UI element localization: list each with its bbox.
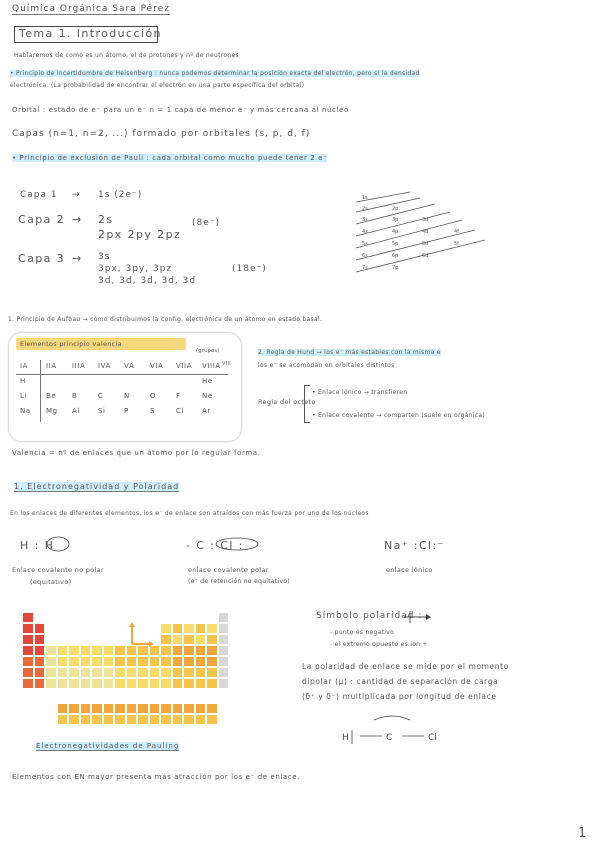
shell-3-count: (18e⁻): [232, 264, 267, 274]
periodic-cell: [34, 634, 46, 645]
periodic-cell-fblock: [137, 714, 149, 725]
valence-cell: N: [124, 392, 130, 400]
periodic-cell: [22, 612, 34, 623]
periodic-cell: [137, 667, 149, 678]
polarity-symbol: [400, 606, 434, 628]
periodic-cell-fblock: [149, 714, 161, 725]
shell-1-orbitals: 1s (2e⁻): [98, 190, 143, 200]
octet-label: Regla del octeto: [258, 398, 316, 406]
periodic-cell: [22, 634, 34, 645]
periodic-cell: [172, 656, 184, 667]
octet-item-2: • Enlace covalente → comparten (suele en orgánica): [312, 412, 485, 419]
en-caption: [36, 742, 179, 751]
shell-1-name: Capa 1: [20, 190, 58, 200]
periodic-cell-fblock: [195, 714, 207, 725]
orbital-line: Orbital : estado de e⁻ para un e⁻ n = 1 capa de menor e⁻ y más cercana al núcleo: [12, 106, 349, 114]
periodic-cell-fblock: [183, 703, 195, 714]
periodic-cell: [218, 634, 230, 645]
periodic-cell: [172, 645, 184, 656]
valence-cell: He: [202, 377, 213, 385]
dipole-line2: dipolar (μ) : cantidad de separación de carga: [302, 677, 499, 686]
shell-2-orbitals: 2s: [98, 213, 114, 226]
valence-group-note: (grupos): [196, 348, 220, 354]
shell-3-extra: 3px, 3py, 3pz: [98, 264, 173, 274]
hund-text-1: 2. Regla de Hund → los e⁻ más estables con la misma e: [258, 349, 441, 356]
periodic-cell: [68, 667, 80, 678]
periodic-cell-fblock: [103, 703, 115, 714]
aufbau-label-3p: 3p: [392, 217, 399, 223]
valence-cell: Na: [20, 407, 31, 415]
aufbau-label-2s: 2s: [362, 206, 368, 212]
pauli-text: • Principio de exclusión de Pauli : cada orbital como mucho puede tener 2 e⁻: [12, 154, 328, 162]
aufbau-label-4s: 4s: [362, 229, 368, 235]
periodic-cell: [103, 678, 115, 689]
aufbau-diagram: [350, 190, 490, 280]
periodic-cell: [137, 678, 149, 689]
topic-title: Tema 1. Introducción: [19, 27, 162, 40]
svg-text:Cl: Cl: [428, 733, 437, 743]
periodic-cell-fblock: [57, 703, 69, 714]
periodic-cell: [114, 678, 126, 689]
aufbau-label-7p: 7p: [392, 265, 399, 271]
svg-text:C: C: [386, 733, 393, 743]
valence-cell: S: [150, 407, 156, 415]
aufbau-label-5p: 5p: [392, 241, 399, 247]
periodic-cell: [160, 678, 172, 689]
periodic-cell: [57, 678, 69, 689]
svg-text:H: H: [342, 733, 349, 743]
bond-1-label: Enlace covalente no polar: [12, 566, 104, 574]
periodic-cell-fblock: [126, 703, 138, 714]
periodic-cell-fblock: [91, 714, 103, 725]
periodic-cell: [126, 656, 138, 667]
shell-3-name: Capa 3: [18, 252, 66, 265]
periodic-cell: [114, 645, 126, 656]
periodic-cell: [218, 667, 230, 678]
periodic-cell: [34, 656, 46, 667]
periodic-cell: [80, 645, 92, 656]
heisenberg-line2: electrónica. (La probabilidad de encontrar el electrón en una parte específica del orbital): [10, 82, 305, 89]
bond-2-ellipse: [214, 536, 260, 552]
aufbau-label-5d: 5d: [422, 241, 429, 247]
shell-3-orbitals: 3s: [98, 252, 111, 262]
periodic-cell: [45, 645, 57, 656]
periodic-cell: [149, 667, 161, 678]
polarity-symbol-label: Símbolo polaridad :: [316, 611, 423, 621]
valence-title: Elementos principio valencia: [20, 340, 122, 348]
periodic-cell-fblock: [68, 703, 80, 714]
periodic-cell: [183, 634, 195, 645]
valence-cell: Al: [72, 407, 80, 415]
periodic-cell: [183, 656, 195, 667]
valence-cell: Cl: [176, 407, 185, 415]
valence-header-4: VA: [124, 362, 135, 370]
periodic-cell: [57, 656, 69, 667]
valence-cell: C: [98, 392, 104, 400]
periodic-cell: [160, 656, 172, 667]
periodic-cell: [22, 667, 34, 678]
periodic-cell: [183, 645, 195, 656]
periodic-cell-fblock: [80, 703, 92, 714]
periodic-cell: [91, 667, 103, 678]
capas-line: Capas (n=1, n=2, ...) formado por orbitales (s, p, d, f): [12, 129, 311, 139]
periodic-cell: [206, 645, 218, 656]
en-line: En los enlaces de diferentes elementos, los e⁻ de enlace son atraídos con más fuerza por uno de los núcleos: [10, 510, 369, 517]
page-number: 1: [578, 826, 588, 841]
bond-2-formula: - C : Cl :: [186, 539, 244, 552]
periodic-cell: [91, 656, 103, 667]
periodic-cell: [91, 645, 103, 656]
aufbau-label-6p: 6p: [392, 253, 399, 259]
closing-line: Elementos con EN mayor presenta más atracción por los e⁻ de enlace.: [12, 773, 301, 781]
periodic-cell: [103, 645, 115, 656]
periodic-cell-fblock: [172, 714, 184, 725]
aufbau-label-4f: 4f: [454, 229, 459, 235]
valence-corner: VIII: [222, 361, 232, 367]
shell-2-extra: 2px 2py 2pz: [98, 228, 182, 241]
valence-cell: B: [72, 392, 78, 400]
periodic-cell: [218, 623, 230, 634]
periodic-cell: [172, 623, 184, 634]
shell-2-count: (8e⁻): [192, 218, 221, 228]
bond-3-label: enlace iónico: [386, 566, 433, 574]
periodic-cell-fblock: [206, 714, 218, 725]
valence-header-3: IVA: [98, 362, 111, 370]
valence-cell: Ne: [202, 392, 213, 400]
valence-header-5: VIA: [150, 362, 164, 370]
polarity-item-1: - punto es negativo: [330, 629, 395, 636]
polarity-item-2: - el extremo opuesto es ion +: [330, 641, 428, 648]
periodic-cell: [34, 678, 46, 689]
octet-bracket: [304, 385, 310, 423]
bond-3-formula: Na⁺ :Cl:⁻: [384, 539, 445, 552]
periodic-cell: [80, 678, 92, 689]
aufbau-label-4p: 4p: [392, 229, 399, 235]
bond-2-sublabel: (e⁻ de retención no equitativo): [188, 578, 290, 585]
shell-3-arrow: →: [72, 252, 83, 265]
periodic-cell: [195, 667, 207, 678]
valence-cell: Mg: [46, 407, 58, 415]
periodic-cell: [206, 634, 218, 645]
valence-cell: Si: [98, 407, 106, 415]
periodic-cell: [218, 656, 230, 667]
hund-line1: [258, 349, 441, 356]
periodic-cell: [126, 667, 138, 678]
periodic-cell: [34, 645, 46, 656]
periodic-cell: [114, 667, 126, 678]
shell-2-arrow: →: [72, 213, 83, 226]
periodic-cell: [172, 678, 184, 689]
shell-1-arrow: →: [72, 190, 81, 200]
valence-header-6: VIIA: [176, 362, 193, 370]
periodic-cell-fblock: [160, 714, 172, 725]
periodic-cell: [22, 656, 34, 667]
periodic-cell: [22, 645, 34, 656]
periodic-cell: [45, 667, 57, 678]
periodic-cell-fblock: [195, 703, 207, 714]
periodic-cell: [57, 667, 69, 678]
periodic-cell: [218, 678, 230, 689]
aufbau-arrow-7: [356, 240, 485, 272]
bond-1-formula: H : H: [20, 539, 55, 552]
periodic-cell-fblock: [57, 714, 69, 725]
periodic-cell: [206, 678, 218, 689]
periodic-cell-fblock: [114, 714, 126, 725]
periodic-cell: [34, 667, 46, 678]
periodic-cell: [91, 678, 103, 689]
periodic-cell-fblock: [160, 703, 172, 714]
periodic-cell-fblock: [183, 714, 195, 725]
periodic-cell-fblock: [126, 714, 138, 725]
valence-header-divider: [16, 374, 228, 375]
periodic-cell: [137, 656, 149, 667]
periodic-cell: [34, 623, 46, 634]
periodic-cell: [183, 623, 195, 634]
valence-header-7: VIIIA: [202, 362, 221, 370]
bond-1-sublabel: (equitativo): [30, 578, 72, 586]
aufbau-line: 1. Principio de Aufbau → cómo distribuimos la config. electrónica de un átomo en estado basal.: [8, 316, 323, 323]
periodic-cell: [160, 623, 172, 634]
periodic-cell: [160, 667, 172, 678]
topic-intro: Hablaremos de como es un átomo, el de protones y nº de neutrones: [14, 52, 239, 59]
periodic-cell: [80, 667, 92, 678]
periodic-cell: [206, 667, 218, 678]
valence-header-1: IIA: [46, 362, 57, 370]
periodic-cell: [183, 678, 195, 689]
periodic-cell: [45, 678, 57, 689]
valence-column-divider: [40, 360, 41, 422]
valence-table: [14, 360, 236, 426]
periodic-cell: [149, 656, 161, 667]
periodic-cell: [103, 667, 115, 678]
aufbau-label-7s: 7s: [362, 265, 368, 271]
aufbau-label-6s: 6s: [362, 253, 368, 259]
periodic-cell-fblock: [149, 703, 161, 714]
periodic-cell-fblock: [68, 714, 80, 725]
periodic-cell: [160, 634, 172, 645]
periodic-cell: [195, 678, 207, 689]
periodic-cell: [22, 678, 34, 689]
valence-header-2: IIIA: [72, 362, 86, 370]
periodic-cell: [160, 645, 172, 656]
periodic-cell: [195, 623, 207, 634]
periodic-cell: [149, 678, 161, 689]
periodic-cell: [195, 656, 207, 667]
aufbau-arrow-4: [356, 212, 450, 236]
periodic-cell-fblock: [172, 703, 184, 714]
aufbau-label-5s: 5s: [362, 241, 368, 247]
aufbau-label-1s: 1s: [362, 195, 368, 201]
valence-cell: O: [150, 392, 157, 400]
valence-header-0: IA: [20, 362, 29, 370]
periodic-cell: [68, 656, 80, 667]
valence-cell: Li: [20, 392, 28, 400]
periodic-cell: [57, 645, 69, 656]
shell-3-extra2: 3d, 3d, 3d, 3d, 3d: [98, 276, 197, 286]
shell-2-name: Capa 2: [18, 213, 66, 226]
aufbau-arrow-5: [356, 220, 462, 248]
dipole-line1: La polaridad de enlace se mide por el momento: [302, 662, 509, 671]
section2-title: [14, 482, 179, 492]
valencia-line: Valencia = nº de enlaces que un átomo por lo regular forma.: [12, 449, 261, 457]
hund-line2: los e⁻ se acomodan en orbitales distintos: [258, 362, 395, 369]
aufbau-label-6d: 6d: [422, 253, 429, 259]
periodic-cell: [218, 612, 230, 623]
heisenberg-line1: [10, 70, 420, 77]
periodic-cell-fblock: [103, 714, 115, 725]
periodic-cell: [195, 645, 207, 656]
periodic-cell: [218, 645, 230, 656]
periodic-cell: [45, 656, 57, 667]
header-title: Química Orgánica Sara Pérez: [12, 4, 170, 14]
periodic-cell: [183, 667, 195, 678]
valence-cell: Be: [46, 392, 57, 400]
periodic-cell: [172, 667, 184, 678]
periodic-cell: [103, 656, 115, 667]
periodic-cell: [206, 623, 218, 634]
en-caption-text: Electronegatividades de Pauling: [36, 742, 180, 750]
aufbau-label-4d: 4d: [422, 229, 429, 235]
valence-cell: H: [20, 377, 26, 385]
dipole-line3: (δ⁺ y δ⁻) multiplicada por longitud de enlace: [302, 692, 497, 701]
aufbau-label-2p: 2p: [392, 206, 399, 212]
trend-arrows: [128, 622, 158, 650]
periodic-cell-fblock: [80, 714, 92, 725]
bond-1-circle: [45, 535, 71, 553]
octet-item-1: • Enlace iónico → transfieren: [312, 389, 408, 396]
periodic-cell: [68, 678, 80, 689]
valence-cell: Ar: [202, 407, 211, 415]
pauli-line: [12, 154, 327, 162]
periodic-cell: [206, 656, 218, 667]
periodic-cell: [68, 645, 80, 656]
periodic-cell-fblock: [114, 703, 126, 714]
periodic-cell: [22, 623, 34, 634]
aufbau-label-3d: 3d: [422, 217, 429, 223]
bond-2-label: enlace covalente polar: [188, 566, 269, 574]
periodic-cell-fblock: [206, 703, 218, 714]
periodic-cell: [195, 634, 207, 645]
periodic-cell-fblock: [91, 703, 103, 714]
dipole-sketch: [338, 710, 448, 750]
periodic-cell: [80, 656, 92, 667]
section2-title-text: 1. Electronegatividad y Polaridad: [14, 482, 180, 491]
periodic-cell-fblock: [137, 703, 149, 714]
periodic-cell: [126, 678, 138, 689]
aufbau-label-5f: 5f: [454, 241, 459, 247]
aufbau-label-3s: 3s: [362, 217, 368, 223]
periodic-cell: [114, 656, 126, 667]
periodic-cell: [172, 634, 184, 645]
valence-cell: P: [124, 407, 129, 415]
heisenberg-text-1: • Principio de incertidumbre de Heisenberg : nunca podemos determinar la posición exacta del electrón, pero sí la densidad: [10, 70, 420, 77]
valence-cell: F: [176, 392, 181, 400]
